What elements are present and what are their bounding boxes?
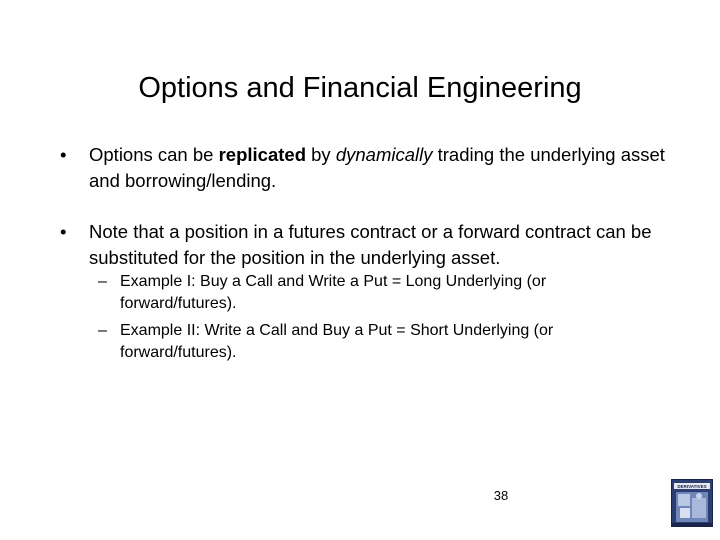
bullet-item-substitution: [60, 219, 680, 271]
slide-title: Options and Financial Engineering: [138, 72, 582, 104]
bullet-text-segment: trading the underlying asset and borrowing/lending.: [89, 144, 665, 191]
sub-bullet-marker: –: [98, 273, 107, 290]
bullet-text-segment: Options can be: [89, 144, 219, 165]
bullet-text: [89, 142, 680, 194]
sub-bullet-marker: –: [98, 322, 107, 339]
bullet-marker: •: [60, 144, 67, 165]
book-cover-artwork: [672, 480, 712, 526]
book-cover-thumbnail-icon: [671, 479, 713, 527]
bullet-text-italic-segment: dynamically: [335, 144, 433, 165]
book-cover-label: DERIVATIVES: [677, 484, 707, 489]
page-number: 38: [493, 488, 509, 503]
sub-bullet-example-2: [98, 320, 658, 364]
sub-bullet-text: Example I: Buy a Call and Write a Put = Long Underlying (or forward/futures).: [120, 273, 547, 312]
bullet-item-replication: [60, 142, 680, 194]
bullet-text-segment: by: [306, 144, 336, 165]
sub-bullet-text: Example II: Write a Call and Buy a Put = Short Underlying (or forward/futures).: [120, 322, 554, 361]
bullet-marker: •: [60, 221, 67, 242]
bullet-text-bold-segment: replicated: [218, 144, 306, 165]
bullet-text: Note that a position in a futures contract or a forward contract can be substituted for the position in the underlying asset.: [89, 221, 652, 268]
sub-bullet-example-1: [98, 271, 658, 315]
